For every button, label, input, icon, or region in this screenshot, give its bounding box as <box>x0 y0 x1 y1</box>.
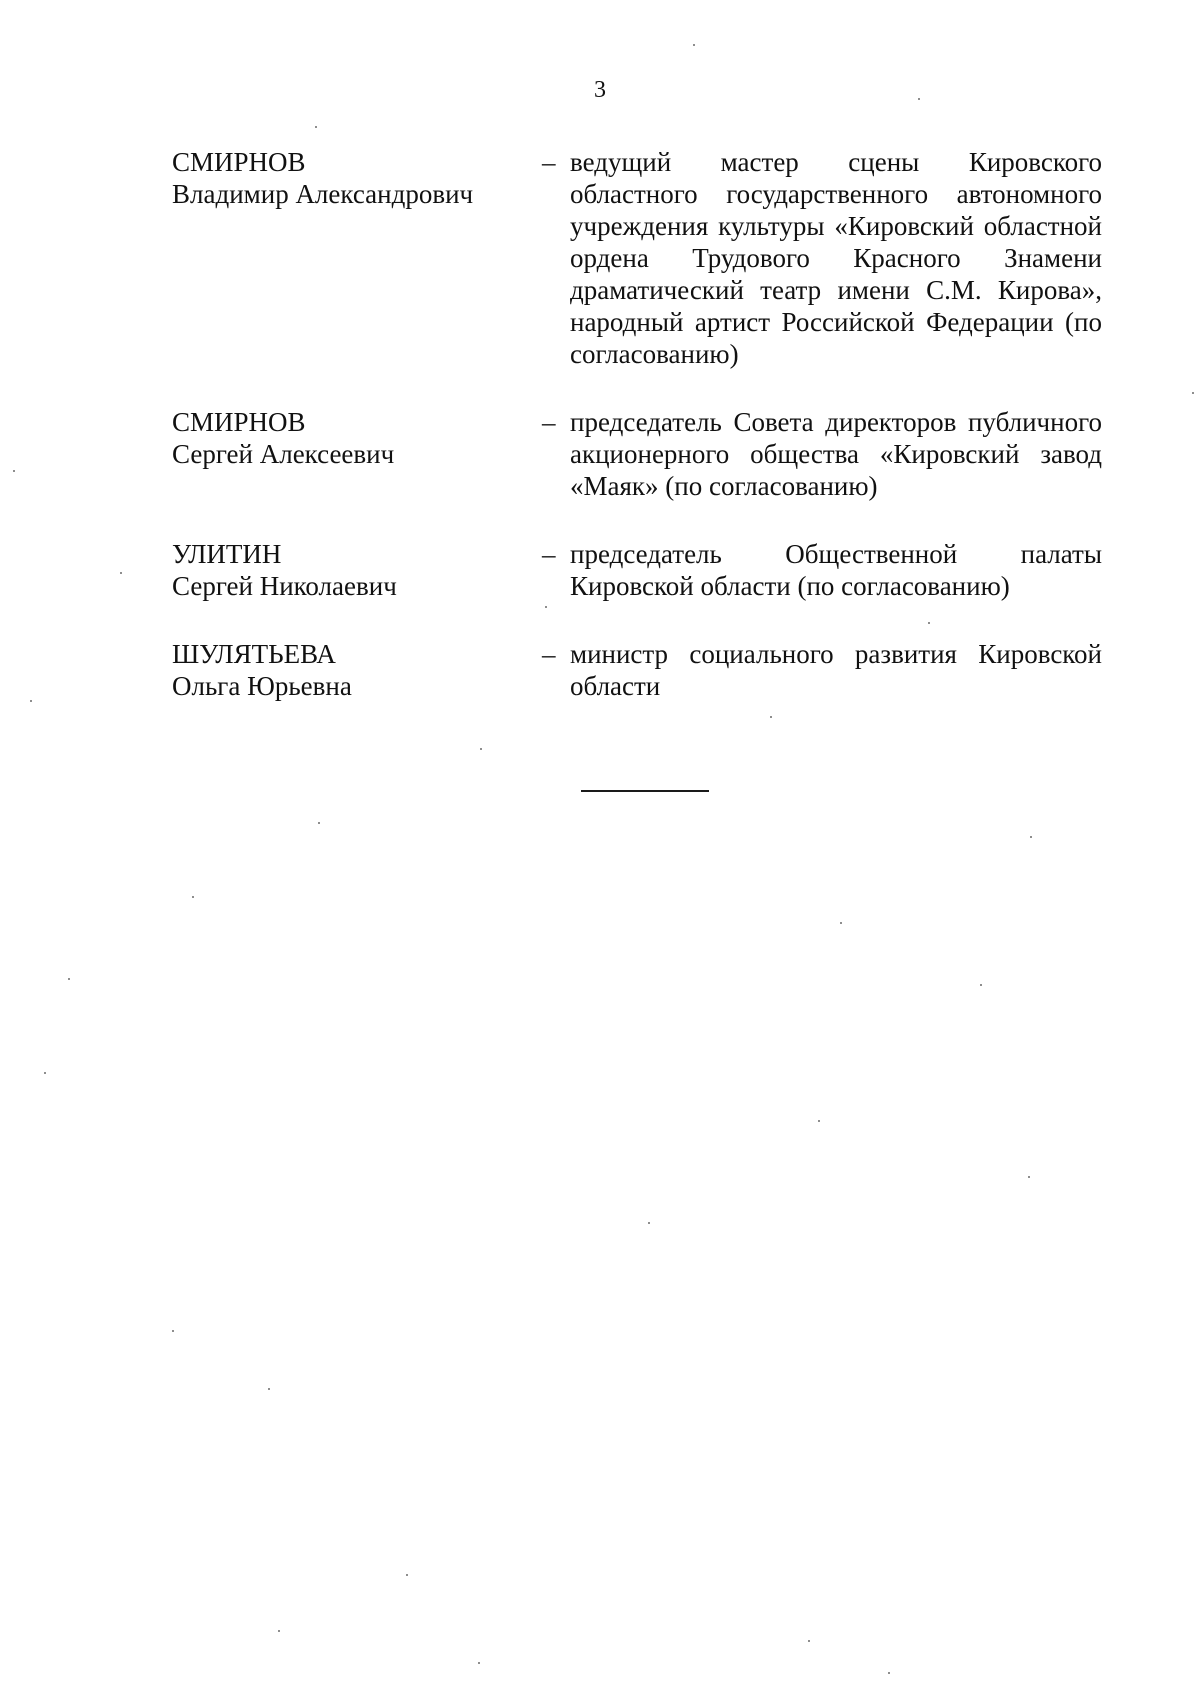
scan-speck <box>68 978 70 980</box>
member-list <box>172 146 1102 702</box>
member-given-names: Ольга Юрьевна <box>172 671 352 701</box>
end-of-list-rule <box>581 790 709 792</box>
scan-speck <box>278 1630 280 1632</box>
scan-speck <box>918 98 920 100</box>
member-name <box>172 146 542 210</box>
scan-speck <box>480 748 482 750</box>
page-number: 3 <box>594 77 606 103</box>
member-role: ведущий мастер сцены Кировского областного государственного автономного учреждения культуры «Кировский областной ордена Трудового Красного Знамени драматический театр имени С.М. Кирова», народный артист Российской Федерации (по согласованию) <box>570 147 1102 369</box>
scan-speck <box>30 700 32 702</box>
member-given-names: Сергей Николаевич <box>172 571 397 601</box>
member-given-names: Владимир Александрович <box>172 179 474 209</box>
scan-speck <box>318 822 320 824</box>
member-entry <box>172 406 1102 502</box>
member-name <box>172 538 542 602</box>
scan-speck <box>406 1574 408 1576</box>
separator-dash: – <box>542 539 556 569</box>
member-name <box>172 406 542 470</box>
scan-speck <box>770 716 772 718</box>
member-surname: СМИРНОВ <box>172 407 306 437</box>
scan-speck <box>693 44 695 46</box>
member-entry <box>172 146 1102 370</box>
member-entry <box>172 538 1102 602</box>
scan-speck <box>1028 1176 1030 1178</box>
member-surname: ШУЛЯТЬЕВА <box>172 639 336 669</box>
member-role: председатель Совета директоров публичного акционерного общества «Кировский завод «Маяк» (по согласованию) <box>570 407 1102 501</box>
scan-speck <box>840 922 842 924</box>
separator-dash: – <box>542 407 556 437</box>
scan-speck <box>818 1120 820 1122</box>
member-surname: УЛИТИН <box>172 539 282 569</box>
member-role: председатель Общественной палаты Кировской области (по согласованию) <box>570 539 1102 601</box>
separator-dash: – <box>542 639 556 669</box>
separator-dash: – <box>542 147 556 177</box>
member-surname: СМИРНОВ <box>172 147 306 177</box>
scan-speck <box>808 1640 810 1642</box>
scan-speck <box>1030 836 1032 838</box>
scan-speck <box>1192 392 1194 394</box>
scan-speck <box>980 984 982 986</box>
scan-speck <box>888 1672 890 1674</box>
scan-speck <box>928 622 930 624</box>
scan-speck <box>315 126 317 128</box>
member-role: министр социального развития Кировской области <box>570 639 1102 701</box>
scan-speck <box>268 1388 270 1390</box>
scan-speck <box>648 1222 650 1224</box>
member-name <box>172 638 542 702</box>
scan-speck <box>172 1330 174 1332</box>
scan-speck <box>545 606 547 608</box>
scan-speck <box>478 1662 480 1664</box>
member-given-names: Сергей Алексеевич <box>172 439 395 469</box>
member-entry <box>172 638 1102 702</box>
scan-speck <box>120 572 122 574</box>
scan-speck <box>192 896 194 898</box>
scan-speck <box>13 470 15 472</box>
scan-speck <box>44 1072 46 1074</box>
